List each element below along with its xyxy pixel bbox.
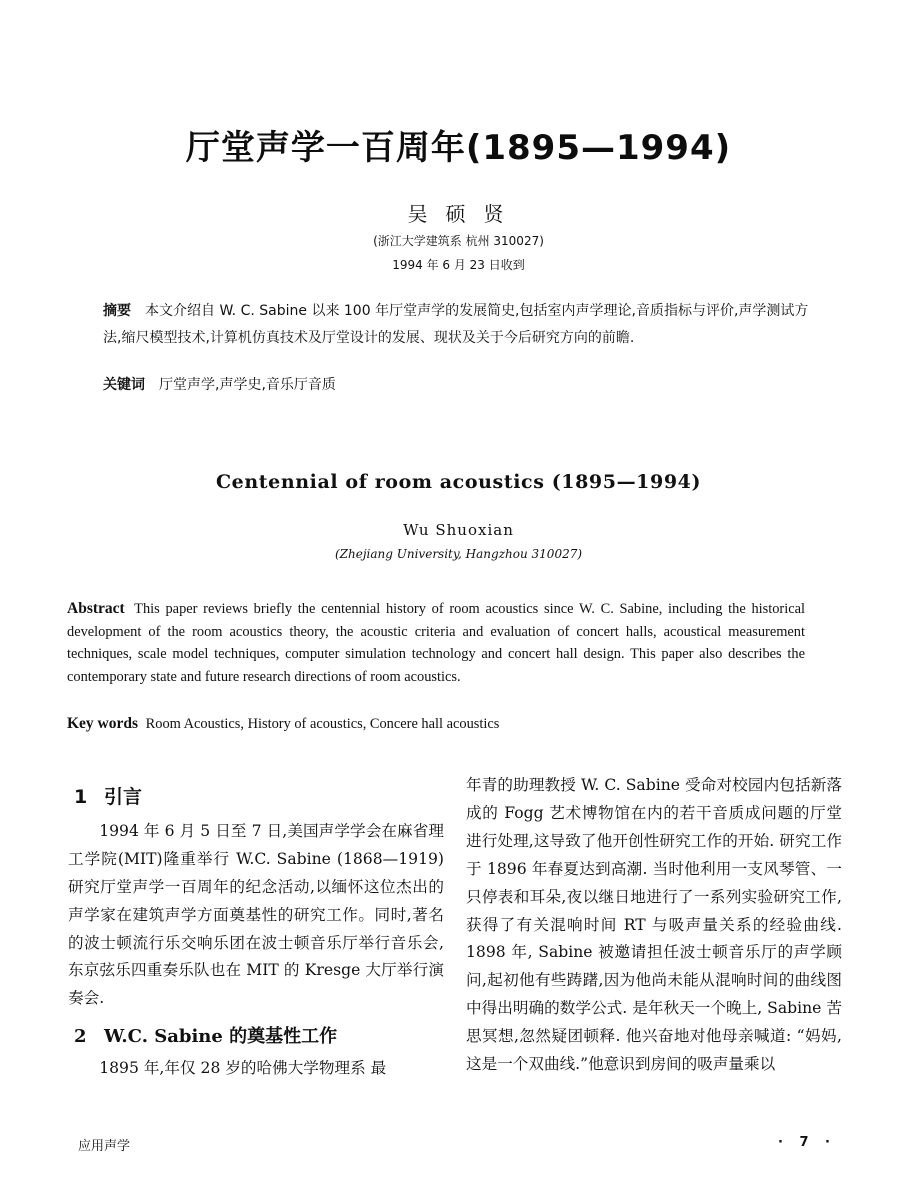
keywords-cn-text: 厅堂声学,声学史,音乐厅音质: [159, 377, 336, 393]
keywords-en-label: Key words: [67, 715, 139, 732]
abstract-en-label: Abstract: [67, 600, 125, 617]
paper-title-cn: 厅堂声学一百周年(1895—1994): [185, 128, 732, 168]
keywords-en-text: Room Acoustics, History of acoustics, Concere hall acoustics: [145, 716, 500, 732]
page-number: · 7 ·: [778, 1135, 836, 1150]
body-column-left: [68, 778, 444, 1083]
keywords-cn-label: 关键词: [103, 377, 145, 393]
received-date-cn: 1994 年 6 月 23 日收到: [392, 258, 525, 272]
keywords-cn: [103, 374, 817, 394]
section-2-heading: [74, 1023, 444, 1051]
affiliation-en: (Zhejiang University, Hangzhou 310027): [334, 547, 583, 561]
paper-title-en: Centennial of room acoustics (1895—1994): [215, 471, 702, 493]
section-2-paragraph-continued: 年青的助理教授 W. C. Sabine 受命对校园内包括新落成的 Fogg 艺术博物馆在内的若干音质成问题的厅堂进行处理,这导致了他开创性研究工作的开始. 研究工作于 1896 年春夏达到高潮. 当时他利用一支风琴管、一只停表和耳朵,夜以继日地进行了一系列实验研究工作,获得了有关混响时间 RT 与吸声量关系的经验曲线. 1898 年, Sabine 被邀请担任波士顿音乐厅的声学顾问,起初他有些踌躇,因为他尚未能从混响时间的曲线图中得出明确的数学公式. 是年秋天一个晚上, Sabine 苦思冥想,忽然疑团顿释. 他兴奋地对他母亲喊道: “妈妈,这是一个双曲线.”他意识到房间的吸声量乘以: [466, 776, 842, 1074]
section-1-paragraph: 1994 年 6 月 5 日至 7 日,美国声学学会在麻省理工学院(MIT)隆重举行 W.C. Sabine (1868—1919)研究厅堂声学一百周年的纪念活动,以缅怀这位杰出的声学家在建筑声学方面奠基性的研究工作。同时,著名的波士顿流行乐交响乐团在波士顿音乐厅举行音乐会,东京弦乐四重奏乐队也在 MIT 的 Kresge 大厅举行演奏会.: [68, 821, 444, 1008]
abstract-cn: [103, 298, 817, 352]
author-en: Wu Shuoxian: [403, 521, 514, 539]
abstract-en-text: This paper reviews briefly the centennial history of room acoustics since W. C. Sabine, including the historical development of the room acoustics theory, the acoustic criteria and evaluation of concert halls, acoustical measurement techniques, scale model techniques, computer simulation technology and concert hall design. This paper also describes the contemporary state and future research directions of room acoustics.: [67, 601, 805, 685]
section-1-title: 引言: [104, 786, 143, 808]
section-1-heading: [74, 784, 444, 812]
abstract-cn-label: 摘要: [103, 303, 131, 319]
section-2-number: 2: [74, 1026, 87, 1048]
body-column-right: [466, 772, 842, 1079]
abstract-cn-text: 本文介绍自 W. C. Sabine 以来 100 年厅堂声学的发展简史,包括室内声学理论,音质指标与评价,声学测试方法,缩尺模型技术,计算机仿真技术及厅堂设计的发展、现状及关于今后研究方向的前瞻.: [103, 303, 809, 346]
section-2-title: W.C. Sabine 的奠基性工作: [104, 1026, 338, 1048]
affiliation-cn: (浙江大学建筑系 杭州 310027): [373, 234, 544, 248]
author-cn: 吴硕贤: [407, 202, 522, 226]
abstract-en: [67, 598, 805, 688]
journal-name: 应用声学: [78, 1139, 131, 1154]
keywords-en: [67, 715, 805, 733]
section-1-number: 1: [74, 786, 88, 808]
section-2-paragraph-start: 1895 年,年仅 28 岁的哈佛大学物理系 最: [99, 1059, 387, 1078]
